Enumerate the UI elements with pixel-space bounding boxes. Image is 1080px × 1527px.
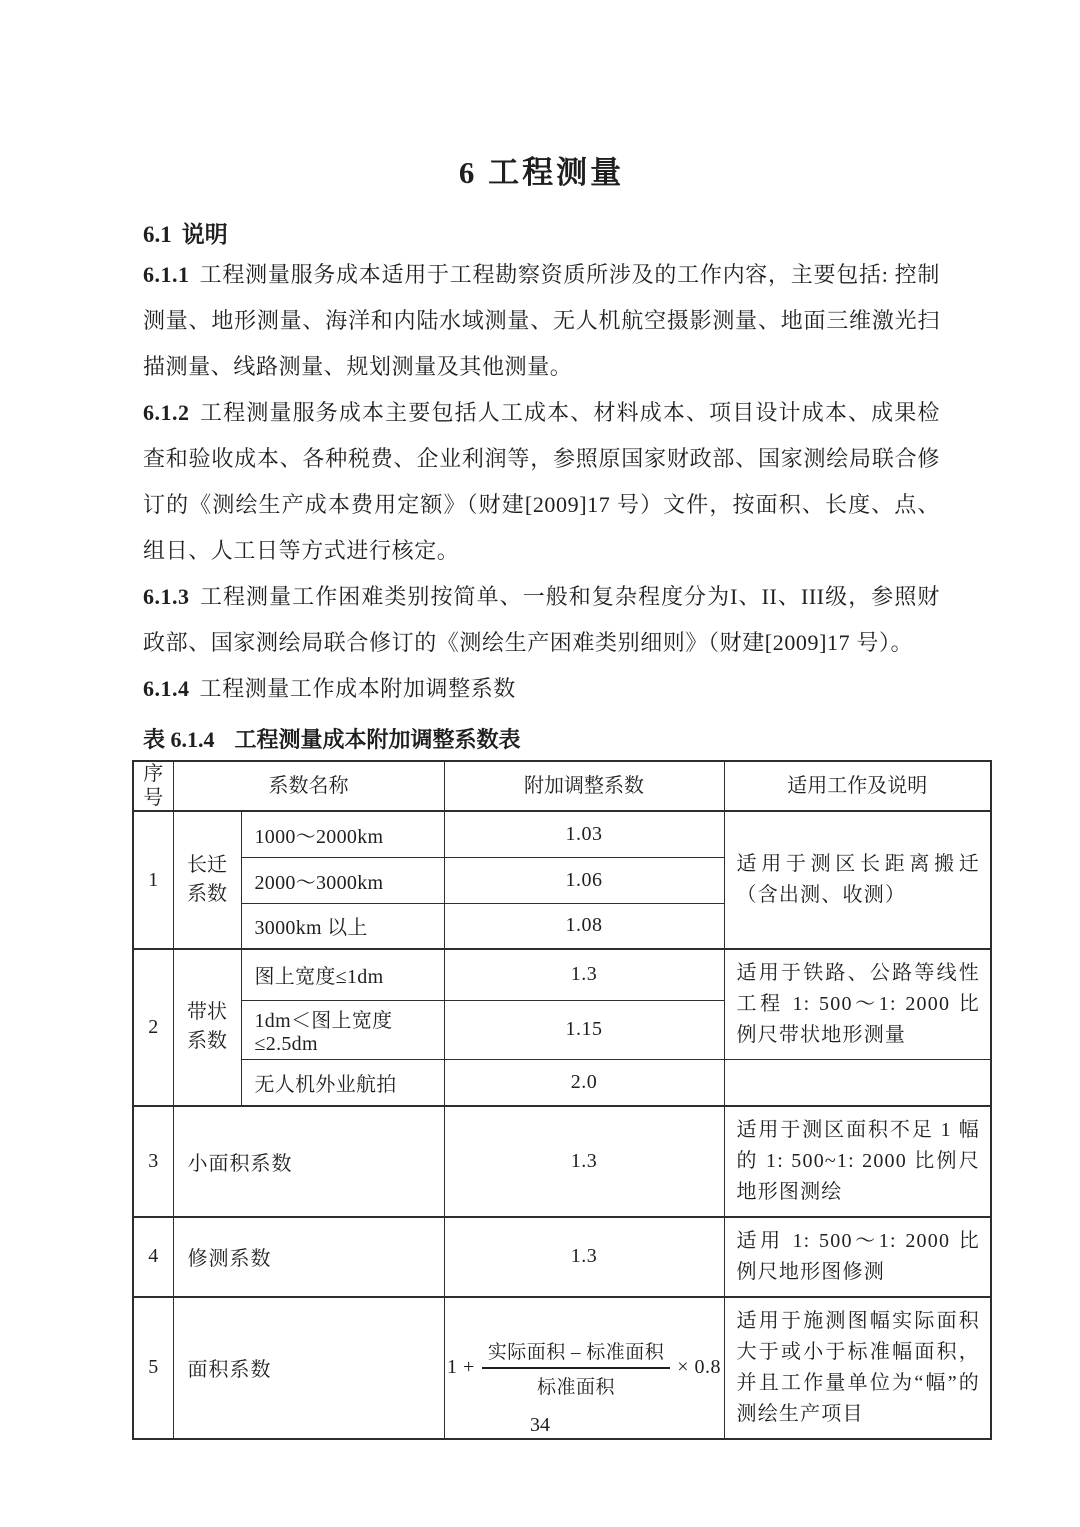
fraction <box>482 1337 671 1399</box>
paragraph-number: 6.1.3 <box>143 584 190 609</box>
header-cell-coef-name: 系数名称 <box>173 761 444 811</box>
coef-name-cell: 修测系数 <box>173 1217 444 1297</box>
section-heading <box>143 218 940 252</box>
paragraph-number: 6.1.2 <box>143 400 190 425</box>
description-cell-empty <box>724 1060 991 1106</box>
coef-name-cell: 带状系数 <box>173 949 241 1106</box>
description-cell: 适用于测区面积不足 1 幅的 1: 500~1: 2000 比例尺地形图测绘 <box>724 1106 991 1217</box>
table-header-row <box>133 761 991 811</box>
table-row <box>133 1106 991 1217</box>
sub-item-cell: 1dm＜图上宽度≤2.5dm <box>241 1000 444 1059</box>
description-cell: 适用于施测图幅实际面积大于或小于标准幅面积，并且工作量单位为“幅”的测绘生产项目 <box>724 1297 991 1439</box>
page-title: 6 工程测量 <box>458 155 625 190</box>
serial-cell: 1 <box>133 811 173 949</box>
coef-value-cell: 1.03 <box>444 811 724 857</box>
paragraph-text: 工程测量服务成本主要包括人工成本、材料成本、项目设计成本、成果检查和验收成本、各种税费、企业利润等，参照原国家财政部、国家测绘局联合修订的《测绘生产成本费用定额》（财建[2009]17 号）文件，按面积、长度、点、组日、人工日等方式进行核定。 <box>143 400 940 563</box>
table-row <box>133 1217 991 1297</box>
coef-value-cell: 1.3 <box>444 1217 724 1297</box>
table-row <box>133 1060 991 1106</box>
coefficient-table <box>132 760 992 1440</box>
header-cell-applicable-work: 适用工作及说明 <box>724 761 991 811</box>
coef-value-cell: 1.3 <box>444 1106 724 1217</box>
header-cell-adjust-coef: 附加调整系数 <box>444 761 724 811</box>
sub-item-cell: 无人机外业航拍 <box>241 1060 444 1106</box>
paragraph-number: 6.1.1 <box>143 262 190 287</box>
coef-value-cell: 1.06 <box>444 857 724 903</box>
serial-cell: 2 <box>133 949 173 1106</box>
sub-item-cell: 图上宽度≤1dm <box>241 949 444 1000</box>
serial-cell: 3 <box>133 1106 173 1217</box>
table-caption-label: 表 6.1.4 <box>143 727 215 752</box>
description-cell: 适用于测区长距离搬迁（含出测、收测） <box>724 811 991 949</box>
paragraph-text: 工程测量工作困难类别按简单、一般和复杂程度分为I、II、III级，参照财政部、国家测绘局联合修订的《测绘生产困难类别细则》（财建[2009]17 号）。 <box>143 584 940 655</box>
sub-item-cell: 1000～2000km <box>241 811 444 857</box>
section-number: 6.1 <box>143 222 172 247</box>
area-coefficient-formula <box>445 1337 724 1399</box>
fraction-denominator: 标准面积 <box>536 1376 615 1398</box>
formula-suffix: × 0.8 <box>677 1356 722 1378</box>
coef-value-cell: 1.15 <box>444 1000 724 1059</box>
coef-name-cell: 面积系数 <box>173 1297 444 1439</box>
paragraph-6-1-3 <box>143 574 940 666</box>
paragraph-text: 工程测量服务成本适用于工程勘察资质所涉及的工作内容，主要包括: 控制测量、地形测量、海洋和内陆水域测量、无人机航空摄影测量、地面三维激光扫描测量、线路测量、规划测量及其他测量。 <box>143 262 940 379</box>
paragraph-6-1-4 <box>143 666 940 712</box>
table-row <box>133 949 991 1000</box>
coef-value-cell: 1.3 <box>444 949 724 1000</box>
section-title: 说明 <box>181 222 228 247</box>
fraction-numerator: 实际面积 – 标准面积 <box>482 1337 671 1369</box>
coef-name-cell: 小面积系数 <box>173 1106 444 1217</box>
table-row <box>133 811 991 857</box>
sub-item-cell: 3000km 以上 <box>241 903 444 949</box>
serial-cell: 5 <box>133 1297 173 1439</box>
formula-prefix: 1 + <box>446 1356 475 1378</box>
coef-value-cell: 2.0 <box>444 1060 724 1106</box>
paragraph-number: 6.1.4 <box>143 676 190 701</box>
sub-item-cell: 2000～3000km <box>241 857 444 903</box>
header-cell-serial: 序号 <box>133 761 173 811</box>
coef-name-cell: 长迁系数 <box>173 811 241 949</box>
page-number: 34 <box>530 1414 550 1436</box>
table-caption <box>143 724 940 756</box>
description-cell: 适用于铁路、公路等线性工程 1: 500～1: 2000 比例尺带状地形测量 <box>724 949 991 1060</box>
table-caption-title: 工程测量成本附加调整系数表 <box>234 727 521 752</box>
paragraph-6-1-2 <box>143 390 940 574</box>
paragraph-6-1-1 <box>143 252 940 390</box>
coef-value-cell: 1.08 <box>444 903 724 949</box>
description-cell: 适用 1: 500～1: 2000 比例尺地形图修测 <box>724 1217 991 1297</box>
serial-cell: 4 <box>133 1217 173 1297</box>
paragraph-text: 工程测量工作成本附加调整系数 <box>199 676 516 701</box>
